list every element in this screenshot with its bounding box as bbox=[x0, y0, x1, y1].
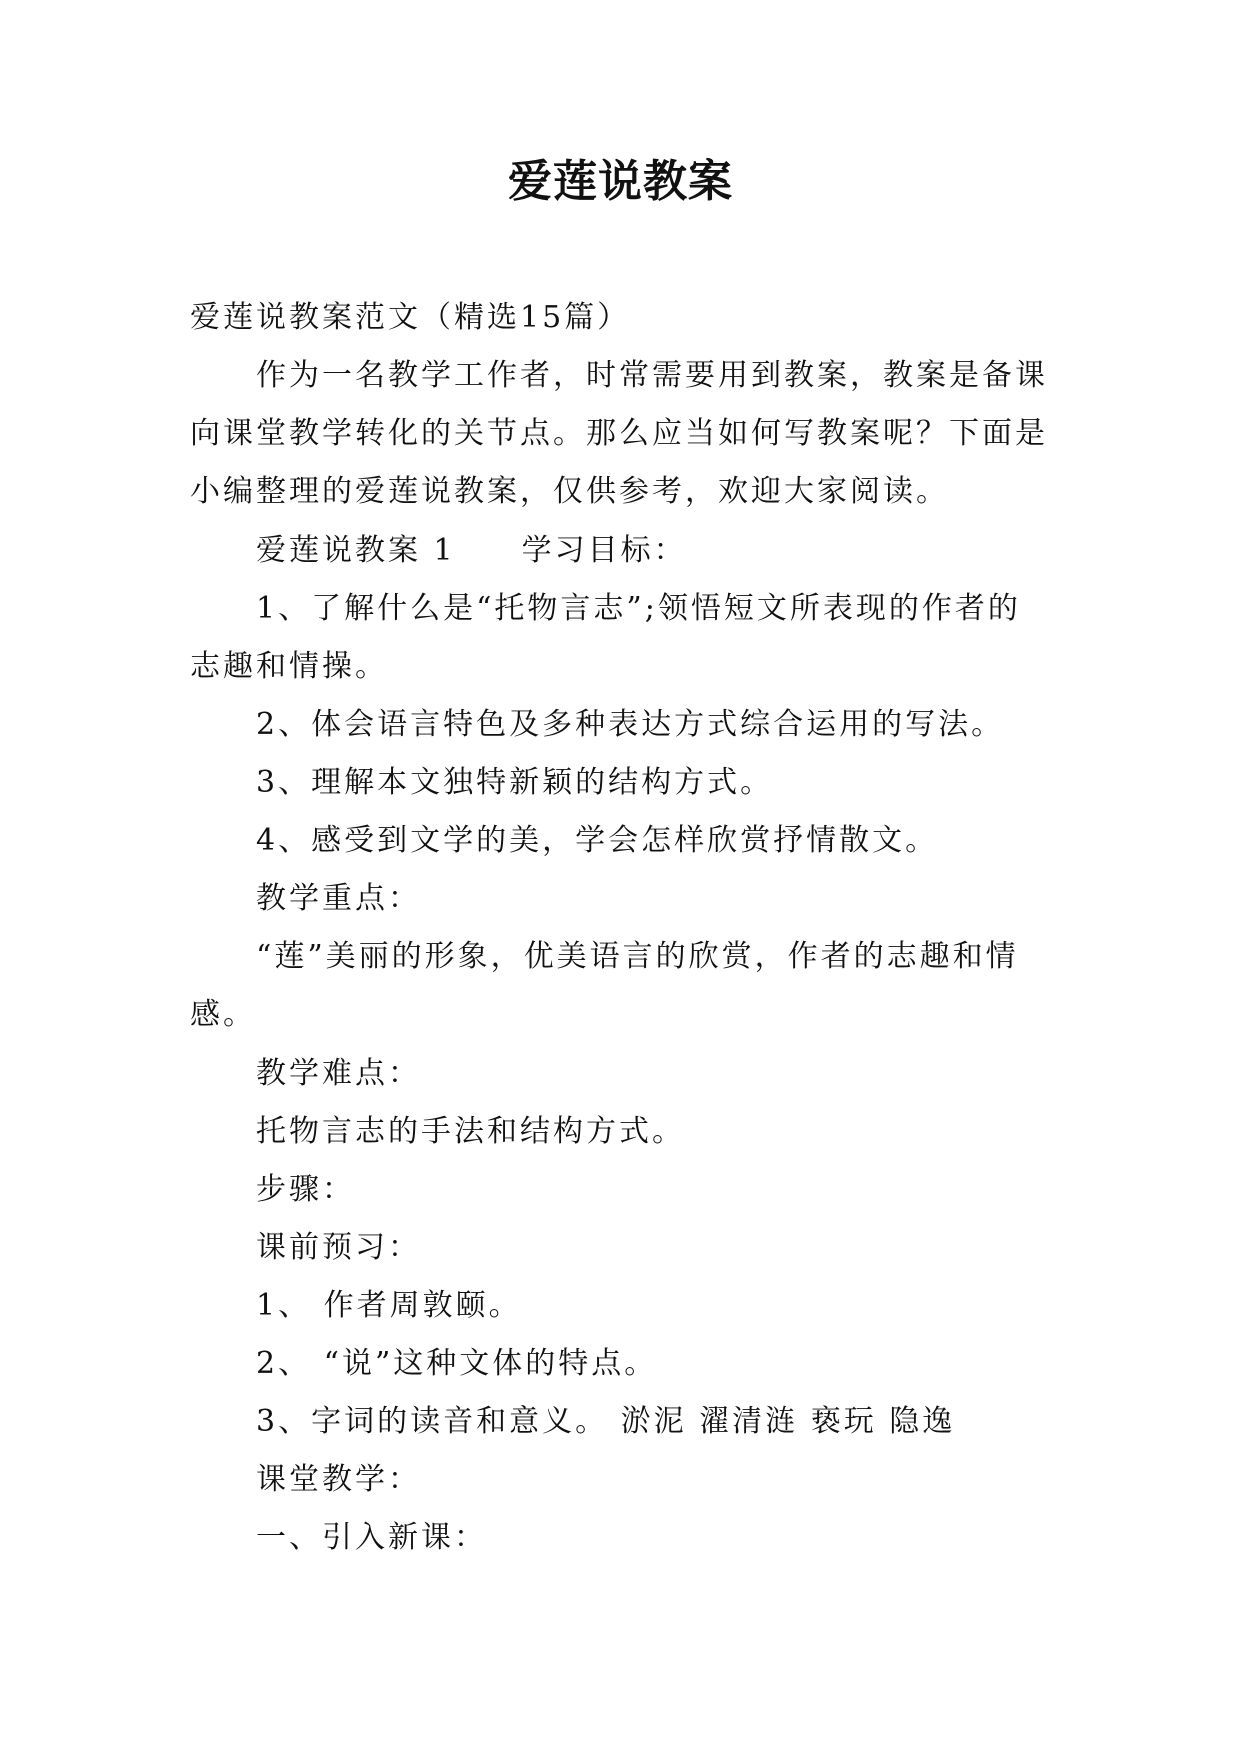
classroom-heading: 课堂教学： bbox=[256, 1462, 421, 1497]
subtitle-line: 爱莲说教案范文（精选15篇） bbox=[190, 300, 631, 335]
steps-heading: 步骤： bbox=[256, 1172, 355, 1207]
objective-1-line-1: 1、了解什么是“托物言志”;领悟短文所表现的作者的 bbox=[256, 591, 1021, 626]
key-points-line-2: 感。 bbox=[190, 997, 256, 1032]
difficulty-text: 托物言志的手法和结构方式。 bbox=[256, 1114, 685, 1149]
preview-item-1: 1、 作者周敦颐。 bbox=[256, 1288, 522, 1323]
intro-line-1: 作为一名教学工作者，时常需要用到教案，教案是备课 bbox=[256, 358, 1048, 393]
section-heading-1: 爱莲说教案 1 学习目标： bbox=[256, 533, 687, 568]
document-title: 爱莲说教案 bbox=[508, 156, 733, 207]
objective-2: 2、体会语言特色及多种表达方式综合运用的写法。 bbox=[256, 707, 1005, 742]
intro-line-3: 小编整理的爱莲说教案，仅供参考，欢迎大家阅读。 bbox=[190, 474, 949, 509]
key-points-line-1: “莲”美丽的形象，优美语言的欣赏，作者的志趣和情 bbox=[256, 939, 1019, 974]
objective-1-line-2: 志趣和情操。 bbox=[190, 649, 388, 684]
key-points-heading: 教学重点： bbox=[256, 881, 421, 916]
preview-heading: 课前预习： bbox=[256, 1230, 421, 1265]
preview-item-2: 2、 “说”这种文体的特点。 bbox=[256, 1346, 658, 1381]
new-lesson-heading: 一、引入新课： bbox=[256, 1520, 487, 1555]
intro-line-2: 向课堂教学转化的关节点。那么应当如何写教案呢？下面是 bbox=[190, 416, 1048, 451]
objective-4: 4、感受到文学的美，学会怎样欣赏抒情散文。 bbox=[256, 823, 939, 858]
difficulty-heading: 教学难点： bbox=[256, 1056, 421, 1091]
preview-item-3: 3、字词的读音和意义。 淤泥 濯清涟 亵玩 隐逸 bbox=[256, 1404, 956, 1439]
objective-3: 3、理解本文独特新颖的结构方式。 bbox=[256, 765, 774, 800]
